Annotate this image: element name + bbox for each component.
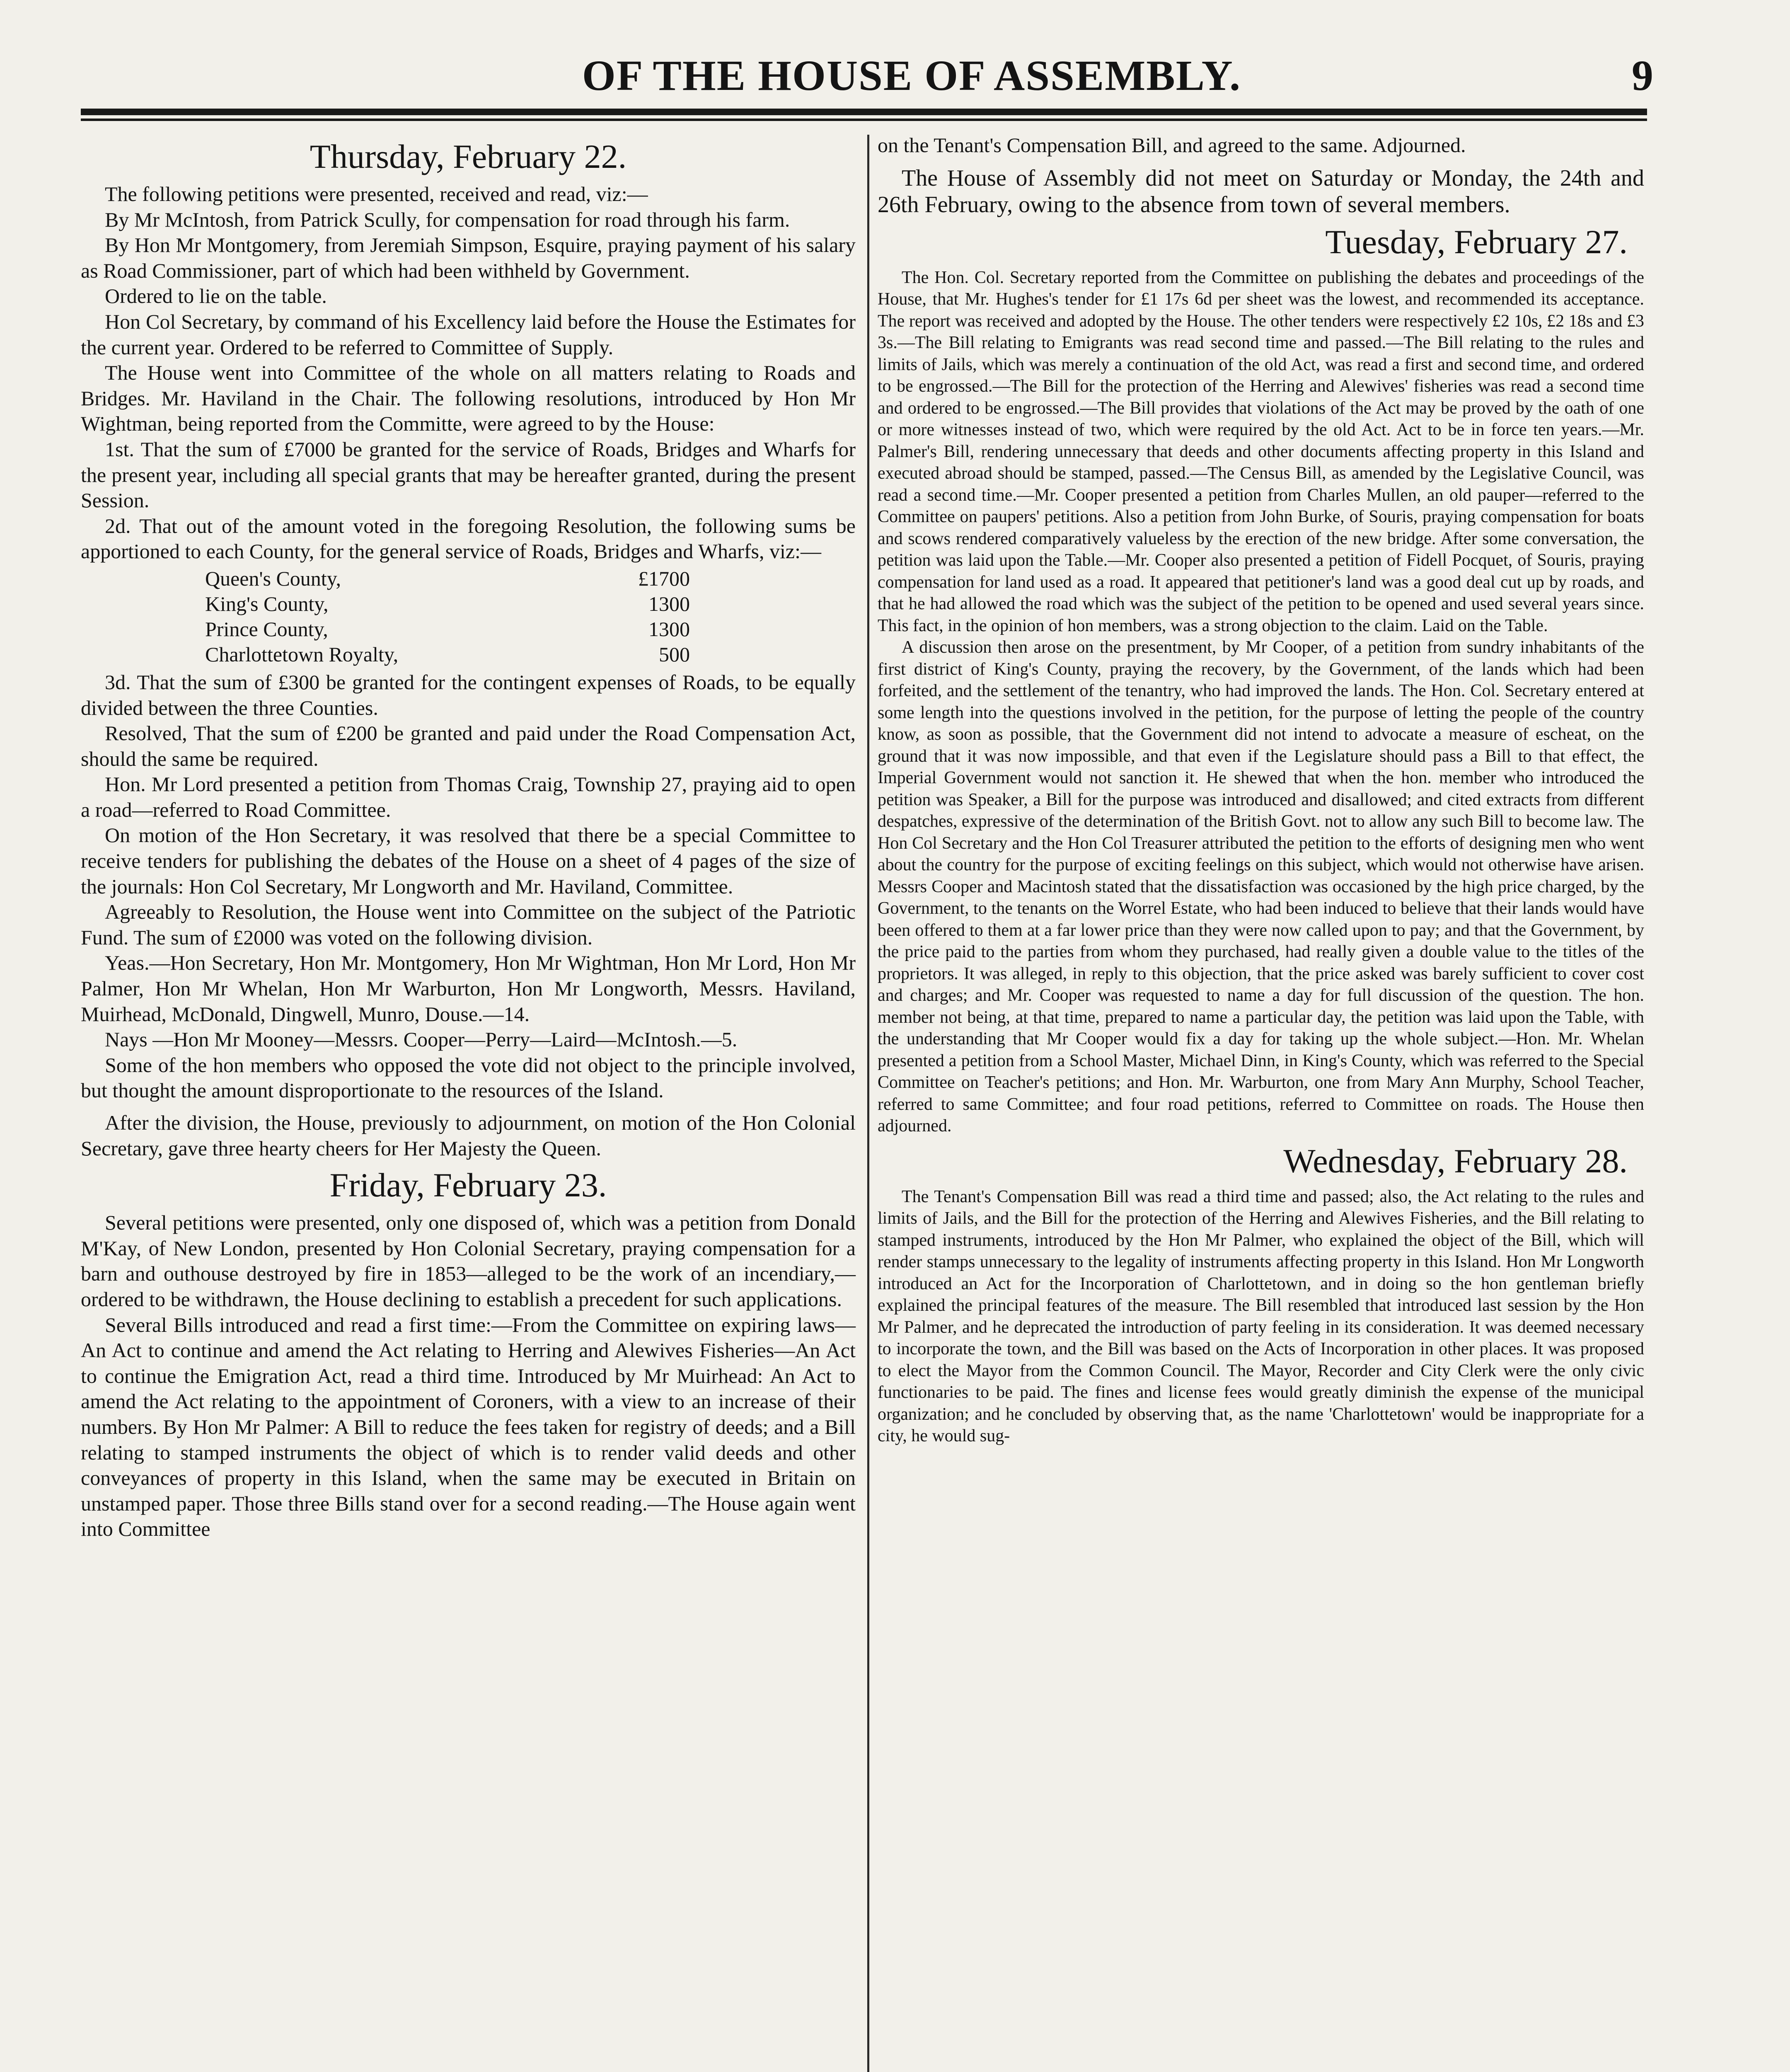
- county-amount: 1300: [648, 592, 690, 615]
- section-heading-friday: Friday, February 23.: [329, 1166, 607, 1204]
- section-heading-wednesday: Wednesday, February 28.: [1283, 1142, 1628, 1180]
- county-name: Charlottetown Royalty,: [205, 642, 399, 666]
- paragraph: The following petitions were presented, received and read, viz:—: [105, 182, 648, 206]
- header-rule-thick: [81, 109, 1647, 115]
- section-heading-thursday: Thursday, February 22.: [310, 138, 627, 175]
- county-amount: £1700: [638, 566, 690, 590]
- running-title: OF THE HOUSE OF ASSEMBLY.: [582, 52, 1241, 99]
- paragraph: The Hon. Col. Secretary reported from the Committee on publishing the debates and proceedings of the House, that Mr. Hughes's tender for £1 17s 6d per sheet was the lowest, and recommended its acceptance. The report was received and adopted by the House. The other tenders were respectively £2 10s, £2 18s and £3 3s.—The Bill relating to Emigrants was read second time and passed.—The Bill relating to the rules and limits of Jails, which was merely a continuation of the old Act, was read a first and second time, and ordered to be engrossed.—The Bill for the protection of the Herring and Alewives' fisheries was read a second time and ordered to be engrossed.—The Bill provides that violations of the Act may be proved by the oath of one or more witnesses instead of two, which were required by the old Act. Act to be in force ten years.—Mr. Palmer's Bill, rendering unnecessary that deeds and other documents affecting property in this Island and executed abroad should be stamped, passed.—The Census Bill, as amended by the Legislative Council, was read a second time.—Mr. Cooper presented a petition from Charles Mullen, an old pauper—referred to the Committee on paupers' petitions. Also a petition from John Burke, of Souris, praying compensation for boats and scows rendered comparatively valueless by the erection of the new bridge. After some conversation, the petition was laid upon the Table.—Mr. Cooper also presented a petition of Fidell Pocquet, of Souris, praying compensation for land used as a road. It appeared that petitioner's land was a good deal cut up by roads, and that he had allowed the road which was the subject of the petition to be opened and used several years since. This fact, in the opinion of hon members, was a strong objection to the claim. Laid on the Table.: [878, 268, 1644, 635]
- paragraph: The Tenant's Compensation Bill was read a third time and passed; also, the Act relating to the rules and limits of Jails, and the Bill for the protection of the Herring and Alewives Fisheries, and the Bill relating to stamped instruments, introduced by the Hon Mr Palmer, who explained the object of the Bill, which will render stamps unnecessary to the legality of instruments affecting property in this Island. Hon Mr Longworth introduced an Act for the Incorporation of Charlottetown, and in doing so the hon gentleman briefly explained the principal features of the measure. The Bill resembled that introduced last session by the Hon Mr Palmer, and he deprecated the introduction of party feeling in its consideration. It was deemed necessary to incorporate the town, and the Bill was based on the Acts of Incorporation in other places. It was proposed to elect the Mayor from the Common Council. The Mayor, Recorder and City Clerk were the only civic functionaries to be paid. The fines and license fees would greatly diminish the expense of the municipal organization; and he concluded by observing that, as the name 'Charlottetown' would be inappropriate for a city, he would sug-: [878, 1187, 1644, 1446]
- table-row: [205, 617, 690, 642]
- left-column: [81, 133, 856, 1542]
- paragraph: Several Bills introduced and read a first time:—From the Committee on expiring laws—An Act to continue and amend the Act relating to Herring and Alewives Fisheries—An Act to continue the Emigration Act, read a third time. Introduced by Mr Muirhead: An Act to amend the Act relating to the appointment of Coroners, with a view to an increase of their numbers. By Hon Mr Palmer: A Bill to reduce the fees taken for registry of deeds; and a Bill relating to stamped instruments the object of which is to render valid deeds and other conveyances of property in this Island, when the same may be executed in Britain on unstamped paper. Those three Bills stand over for a second reading.—The House again went into Committee: [81, 1313, 856, 1541]
- paragraph: Ordered to lie on the table.: [105, 284, 327, 308]
- paragraph: 1st. That the sum of £7000 be granted for the service of Roads, Bridges and Wharfs for the present year, including all special grants that may be hereafter granted, during the present Session.: [81, 437, 856, 512]
- running-head: [62, 49, 1653, 103]
- paragraph: 2d. That out of the amount voted in the foregoing Resolution, the following sums be apportioned to each County, for the general service of Roads, Bridges and Wharfs, viz:—: [81, 514, 856, 563]
- paragraph: After the division, the House, previously to adjournment, on motion of the Hon Colonial Secretary, gave three hearty cheers for Her Majesty the Queen.: [81, 1111, 856, 1160]
- paragraph: Hon. Mr Lord presented a petition from Thomas Craig, Township 27, praying aid to open a road—referred to Road Committee.: [81, 772, 856, 821]
- county-apportionment-table: [205, 566, 690, 667]
- table-row: [205, 566, 690, 591]
- section-heading-tuesday: Tuesday, February 27.: [1325, 223, 1628, 261]
- yeas-paragraph: Yeas.—Hon Secretary, Hon Mr. Montgomery, Hon Mr Wightman, Hon Mr Lord, Hon Mr Palmer, Hon Mr Whelan, Hon Mr Warburton, Hon Mr Longworth, Messrs. Haviland, Muirhead, McDonald, Dingwell, Munro, Douse.—14.: [81, 951, 856, 1026]
- right-column: [878, 133, 1644, 1447]
- paragraph: Some of the hon members who opposed the vote did not object to the principle involved, but thought the amount disproportionate to the resources of the Island.: [81, 1053, 856, 1102]
- county-name: King's County,: [205, 592, 329, 615]
- county-amount: 1300: [648, 617, 690, 641]
- paragraph: By Mr McIntosh, from Patrick Scully, for compensation for road through his farm.: [105, 208, 790, 231]
- table-row: [205, 591, 690, 617]
- county-name: Prince County,: [205, 617, 328, 641]
- column-divider: [867, 135, 869, 2072]
- paragraph: Several petitions were presented, only one disposed of, which was a petition from Donald M'Kay, of New London, presented by Hon Colonial Secretary, praying compensation for a barn and outhouse destroyed by fire in 1853—alleged to be the work of an incendiary,—ordered to be withdrawn, the House declining to establish a precedent for such applications.: [81, 1211, 856, 1311]
- continuation-paragraph: on the Tenant's Compensation Bill, and agreed to the same. Adjourned.: [878, 133, 1466, 157]
- county-amount: 500: [659, 642, 690, 666]
- paragraph: Resolved, That the sum of £200 be granted and paid under the Road Compensation Act, should the same be required.: [81, 721, 856, 770]
- page-number: 9: [1632, 52, 1653, 99]
- paragraph: Hon Col Secretary, by command of his Excellency laid before the House the Estimates for the current year. Ordered to be referred to Committee of Supply.: [81, 310, 856, 359]
- county-name: Queen's County,: [205, 566, 341, 590]
- paragraph: A discussion then arose on the presentment, by Mr Cooper, of a petition from sundry inhabitants of the first district of King's County, praying the recovery, by the Government, of the lands which had been forfeited, and the settlement of the tenantry, who had improved the lands. The Hon. Col. Secretary entered at some length into the questions involved in the petition, for the purpose of letting the people of the country know, as soon as possible, that the Government did not intend to advocate a measure of escheat, on the ground that it was now impossible, and that even if the Legislature should pass a Bill to that effect, the Imperial Government would not sanction it. He shewed that when the hon. member who introduced the petition was Speaker, a Bill for the purpose was introduced and disallowed; and cited extracts from different despatches, expressive of the determination of the British Govt. not to allow any such Bill to become law. The Hon Col Secretary and the Hon Col Treasurer attributed the petition to the efforts of designing men who went about the country for the purpose of exciting feelings on this subject, which would not otherwise have arisen. Messrs Cooper and Macintosh stated that the dissatisfaction was occasioned by the high price charged, by the Government, to the tenants on the Worrel Estate, who had been induced to believe that their lands would have been offered to them at a far lower price than they were now called upon to pay; and that the Government, by the price paid to the parties from whom they purchased, had really given a double value to the titles of the proprietors. It was alleged, in reply to this objection, that the price asked was barely sufficient to cover cost and charges; and Mr. Cooper was requested to name a day for full discussion of the question. The hon. member not being, at that time, prepared to name a particular day, the petition was laid upon the Table, with the understanding that Mr Cooper would fix a day for taking up the whole subject.—Hon. Mr. Whelan presented a petition from a School Master, Michael Dinn, in King's County, which was referred to the Special Committee on Teacher's petitions; and Hon. Mr. Warburton, one from Mary Ann Murphy, School Teacher, referred to same Committee; and four road petitions, referred to Committee on roads. The House then adjourned.: [878, 638, 1644, 1136]
- paragraph: The House went into Committee of the whole on all matters relating to Roads and Bridges. Mr. Haviland in the Chair. The following resolutions, introduced by Hon Mr Wightman, being reported from the Committe, were agreed to by the House:: [81, 361, 856, 436]
- paragraph: By Hon Mr Montgomery, from Jeremiah Simpson, Esquire, praying payment of his salary as Road Commissioner, part of which had been withheld by Government.: [81, 233, 856, 282]
- table-row: [205, 642, 690, 667]
- paragraph: 3d. That the sum of £300 be granted for the contingent expenses of Roads, to be equally divided between the three Counties.: [81, 670, 856, 719]
- paragraph: On motion of the Hon Secretary, it was resolved that there be a special Committee to receive tenders for publishing the debates of the House on a sheet of 4 pages of the size of the journals: Hon Col Secretary, Mr Longworth and Mr. Haviland, Committee.: [81, 823, 856, 898]
- notice-paragraph: The House of Assembly did not meet on Saturday or Monday, the 24th and 26th February, owing to the absence from town of several members.: [878, 165, 1644, 218]
- nays-paragraph: Nays —Hon Mr Mooney—Messrs. Cooper—Perry—Laird—McIntosh.—5.: [105, 1028, 738, 1051]
- header-rule-thin: [81, 119, 1647, 121]
- paragraph: Agreeably to Resolution, the House went into Committee on the subject of the Patriotic Fund. The sum of £2000 was voted on the following division.: [81, 900, 856, 949]
